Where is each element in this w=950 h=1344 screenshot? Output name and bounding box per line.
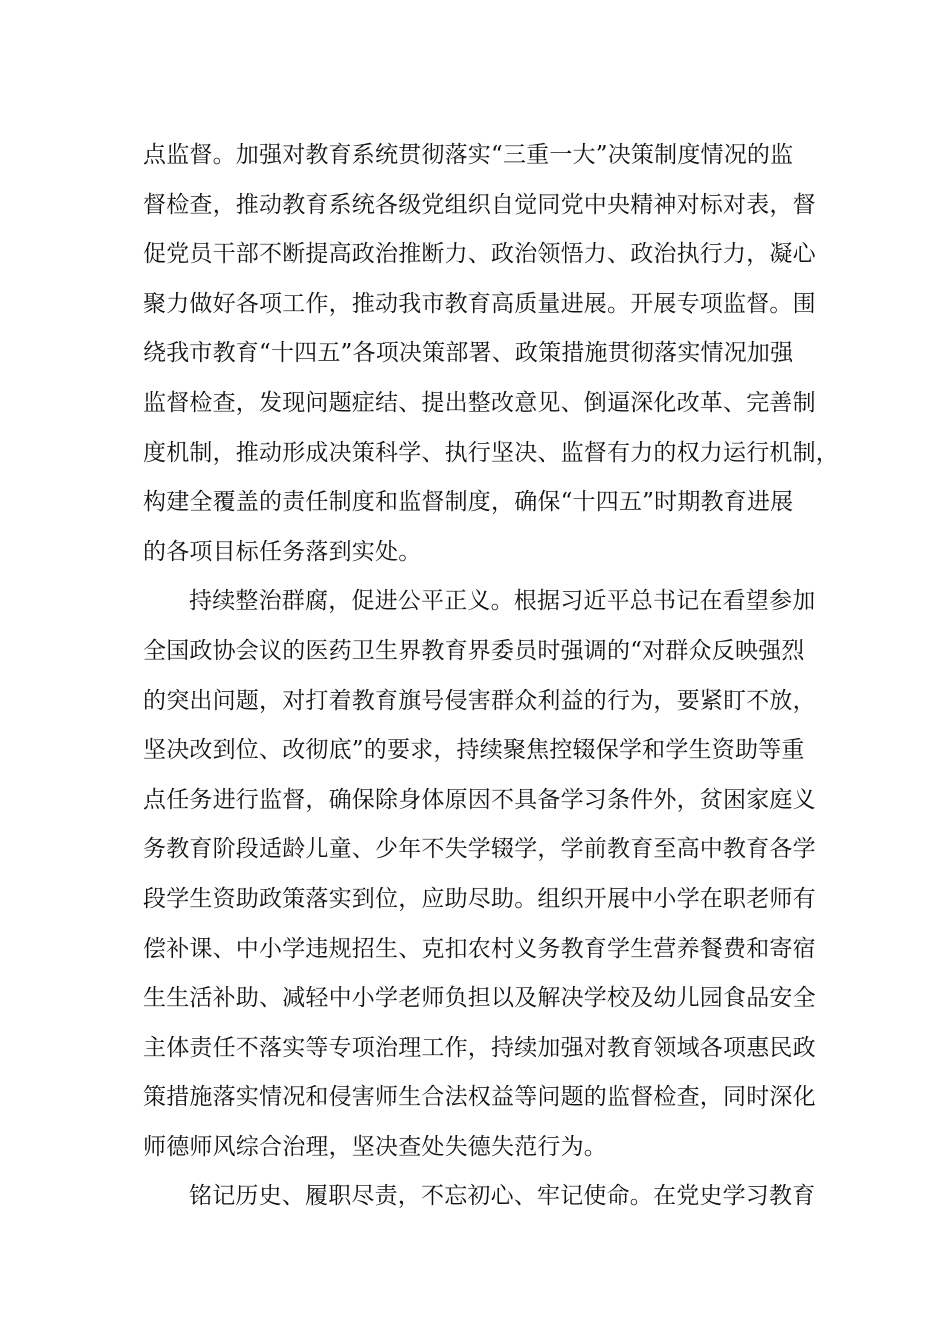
text-line: 促党员干部不断提高政治推断力、政治领悟力、政治执行力，凝心 [143, 241, 816, 268]
text-line: 段学生资助政策落实到位，应助尽助。组织开展中小学在职老师有 [143, 885, 816, 912]
document-body [143, 131, 839, 1222]
text-line: 督检查，推动教育系统各级党组织自觉同党中央精神对标对表，督 [143, 191, 816, 218]
text-line: 的突出问题，对打着教育旗号侵害群众利益的行为，要紧盯不放， [143, 687, 816, 714]
text-line: 全国政协会议的医药卫生界教育界委员时强调的“对群众反映强烈 [143, 637, 805, 664]
text-line: 绕我市教育“十四五”各项决策部署、政策措施贯彻落实情况加强 [143, 340, 794, 367]
text-line: 点监督。加强对教育系统贯彻落实“三重一大”决策制度情况的监 [143, 142, 794, 168]
paragraph-first-line: 持续整治群腐，促进公平正义。根据习近平总书记在看望参加 [189, 588, 816, 615]
text-line: 生生活补助、减轻中小学老师负担以及解决学校及幼儿园食品安全 [143, 985, 816, 1012]
text-line: 偿补课、中小学违规招生、克扣农村义务教育学生营养餐费和寄宿 [143, 935, 816, 962]
text-line: 的各项目标任务落到实处。 [143, 538, 422, 565]
text-line: 监督检查，发现问题症结、提出整改意见、倒逼深化改革、完善制 [143, 389, 816, 416]
text-line: 师德师风综合治理，坚决查处失德失范行为。 [143, 1133, 607, 1160]
text-line: 务教育阶段适龄儿童、少年不失学辍学，学前教育至高中教育各学 [143, 836, 816, 863]
text-line: 度机制，推动形成决策科学、执行坚决、监督有力的权力运行机制， [143, 439, 839, 466]
text-line: 点任务进行监督，确保除身体原因不具备学习条件外，贫困家庭义 [143, 786, 816, 813]
text-line: 构建全覆盖的责任制度和监督制度，确保“十四五”时期教育进展 [143, 489, 794, 516]
text-line: 策措施落实情况和侵害师生合法权益等问题的监督检查，同时深化 [143, 1084, 816, 1111]
text-line: 聚力做好各项工作，推动我市教育高质量进展。开展专项监督。围 [143, 290, 816, 317]
text-line: 主体责任不落实等专项治理工作，持续加强对教育领域各项惠民政 [143, 1034, 816, 1061]
paragraph-first-line: 铭记历史、履职尽责，不忘初心、牢记使命。在党史学习教育 [189, 1183, 816, 1210]
text-line: 坚决改到位、改彻底”的要求，持续聚焦控辍保学和学生资助等重 [143, 737, 805, 764]
